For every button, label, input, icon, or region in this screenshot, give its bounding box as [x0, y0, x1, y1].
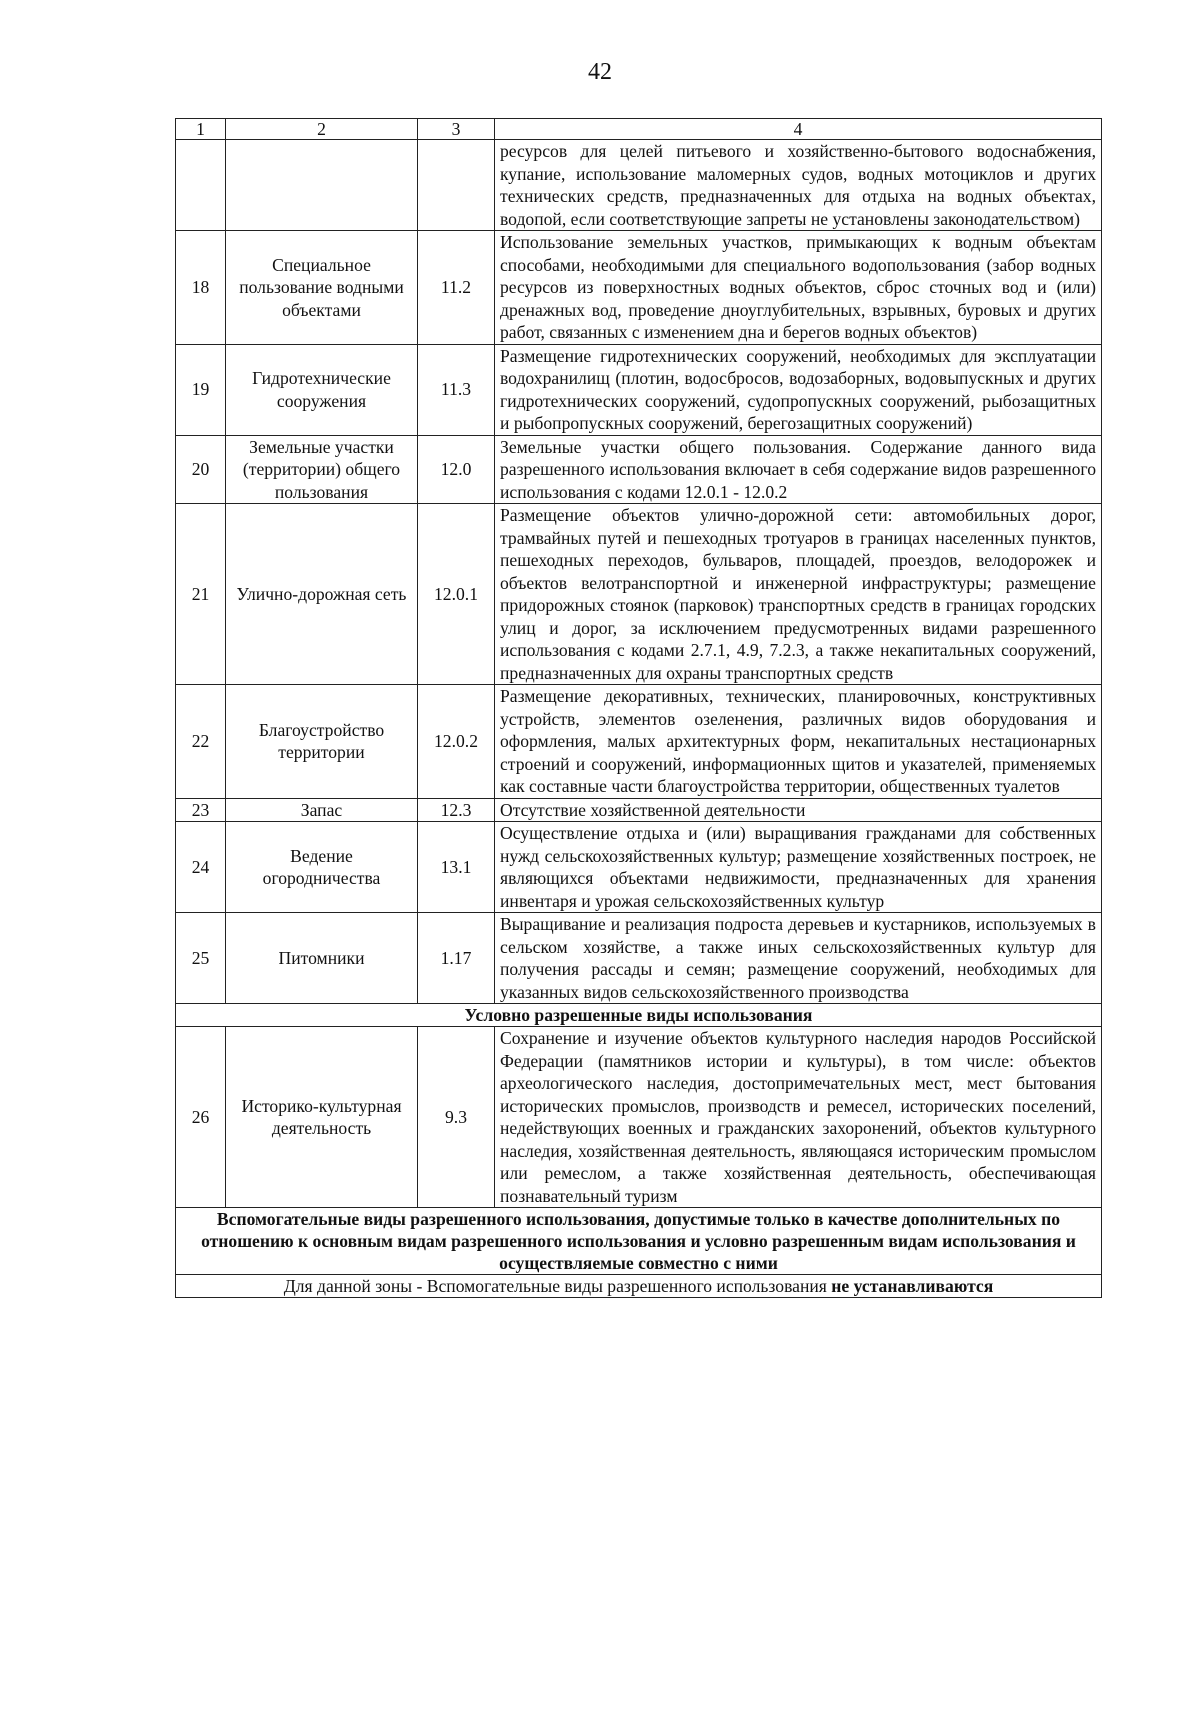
zone-note-row — [176, 1275, 1102, 1298]
table-row — [176, 435, 1102, 504]
row-name: Историко-культурная деятельность — [226, 1027, 418, 1208]
row-name: Запас — [226, 798, 418, 822]
table-row — [176, 1027, 1102, 1208]
table-header-row — [176, 119, 1102, 140]
row-name: Улично-дорожная сеть — [226, 504, 418, 685]
row-code: 12.0 — [418, 435, 495, 504]
row-number: 23 — [176, 798, 226, 822]
table-row — [176, 231, 1102, 345]
conditional-uses-heading-row — [176, 1004, 1102, 1027]
row-name: Питомники — [226, 913, 418, 1004]
table-row — [176, 798, 1102, 822]
header-cell: 1 — [176, 119, 226, 140]
row-name: Гидротехнические сооружения — [226, 344, 418, 435]
header-cell: 4 — [495, 119, 1102, 140]
row-description: Земельные участки общего пользования. Содержание данного вида разрешенного использования включает в себя содержание видов разрешенного использования с кодами 12.0.1 - 12.0.2 — [495, 435, 1102, 504]
row-number: 21 — [176, 504, 226, 685]
row-number: 25 — [176, 913, 226, 1004]
table-row — [176, 913, 1102, 1004]
auxiliary-uses-heading: Вспомогательные виды разрешенного использования, допустимые только в качестве дополнительных по отношению к основным видам разрешенного использования и условно разрешенным видам использования и осуществляемые совместно с ними — [176, 1208, 1102, 1275]
row-number: 26 — [176, 1027, 226, 1208]
row-name: Благоустройство территории — [226, 685, 418, 799]
zone-note-emphasis: не устанавливаются — [831, 1276, 994, 1296]
row-code: 11.3 — [418, 344, 495, 435]
table-row — [176, 504, 1102, 685]
page-number: 42 — [588, 59, 612, 85]
auxiliary-uses-heading-row — [176, 1208, 1102, 1275]
row-code: 9.3 — [418, 1027, 495, 1208]
table-row — [176, 344, 1102, 435]
header-cell: 3 — [418, 119, 495, 140]
row-description: Сохранение и изучение объектов культурного наследия народов Российской Федерации (памятников истории и культуры), в том числе: объектов археологического наследия, достопримечательных мест, мест бытования исторических промыслов, производств и ремесел, исторических поселений, недействующих военных и гражданских захоронений, объектов культурного наследия, хозяйственная деятельность, являющаяся историческим промыслом или ремеслом, а также хозяйственная деятельность, обеспечивающая познавательный туризм — [495, 1027, 1102, 1208]
row-code: 12.0.2 — [418, 685, 495, 799]
table-row — [176, 685, 1102, 799]
row-code: 11.2 — [418, 231, 495, 345]
continuation-text: ресурсов для целей питьевого и хозяйственно-бытового водоснабжения, купание, использование маломерных судов, водных мотоциклов и других технических средств, предназначенных для отдыха на водных объектах, водопой, если соответствующие запреты не установлены законодательством) — [495, 140, 1102, 231]
row-code: 1.17 — [418, 913, 495, 1004]
row-description: Отсутствие хозяйственной деятельности — [495, 798, 1102, 822]
row-code: 13.1 — [418, 822, 495, 913]
row-code: 12.3 — [418, 798, 495, 822]
row-description: Размещение объектов улично-дорожной сети: автомобильных дорог, трамвайных путей и пешеходных тротуаров в границах населенных пунктов, пешеходных переходов, бульваров, площадей, проездов, велодорожек и объектов велотранспортной и инженерной инфраструктуры; размещение придорожных стоянок (парковок) транспортных средств в границах городских улиц и дорог, за исключением предусмотренных видами разрешенного использования с кодами 2.7.1, 4.9, 7.2.3, а также некапитальных сооружений, предназначенных для охраны транспортных средств — [495, 504, 1102, 685]
header-cell: 2 — [226, 119, 418, 140]
row-number: 20 — [176, 435, 226, 504]
zone-note-text: Для данной зоны - Вспомогательные виды разрешенного использования — [283, 1276, 832, 1296]
row-description: Размещение декоративных, технических, планировочных, конструктивных устройств, элементов озеленения, различных видов оборудования и оформления, малых архитектурных форм, некапитальных нестационарных строений и сооружений, информационных щитов и указателей, применяемых как составные части благоустройства территории, общественных туалетов — [495, 685, 1102, 799]
row-number: 19 — [176, 344, 226, 435]
row-name: Специальное пользование водными объектами — [226, 231, 418, 345]
continuation-row — [176, 140, 1102, 231]
row-description: Использование земельных участков, примыкающих к водным объектам способами, необходимыми для специального водопользования (забор водных ресурсов из поверхностных водных объектов, сброс сточных вод и (или) дренажных вод, проведение дноуглубительных, взрывных, буровых и других работ, связанных с изменением дна и берегов водных объектов) — [495, 231, 1102, 345]
row-number: 18 — [176, 231, 226, 345]
table-row — [176, 822, 1102, 913]
row-number: 22 — [176, 685, 226, 799]
row-name: Земельные участки (территории) общего пользования — [226, 435, 418, 504]
row-description: Выращивание и реализация подроста деревьев и кустарников, используемых в сельском хозяйстве, а также иных сельскохозяйственных культур для получения рассады и семян; размещение сооружений, необходимых для указанных видов сельскохозяйственного производства — [495, 913, 1102, 1004]
row-code: 12.0.1 — [418, 504, 495, 685]
zone-note — [176, 1275, 1102, 1298]
row-description: Размещение гидротехнических сооружений, необходимых для эксплуатации водохранилищ (плотин, водосбросов, водозаборных, водовыпускных и других гидротехнических сооружений, судопропускных сооружений, рыбозащитных и рыбопропускных сооружений, берегозащитных сооружений) — [495, 344, 1102, 435]
row-name: Ведение огородничества — [226, 822, 418, 913]
conditional-uses-heading: Условно разрешенные виды использования — [176, 1004, 1102, 1027]
row-description: Осуществление отдыха и (или) выращивания гражданами для собственных нужд сельскохозяйственных культур; размещение хозяйственных построек, не являющихся объектами недвижимости, предназначенных для хранения инвентаря и урожая сельскохозяйственных культур — [495, 822, 1102, 913]
row-number: 24 — [176, 822, 226, 913]
land-use-table — [175, 118, 1102, 1298]
